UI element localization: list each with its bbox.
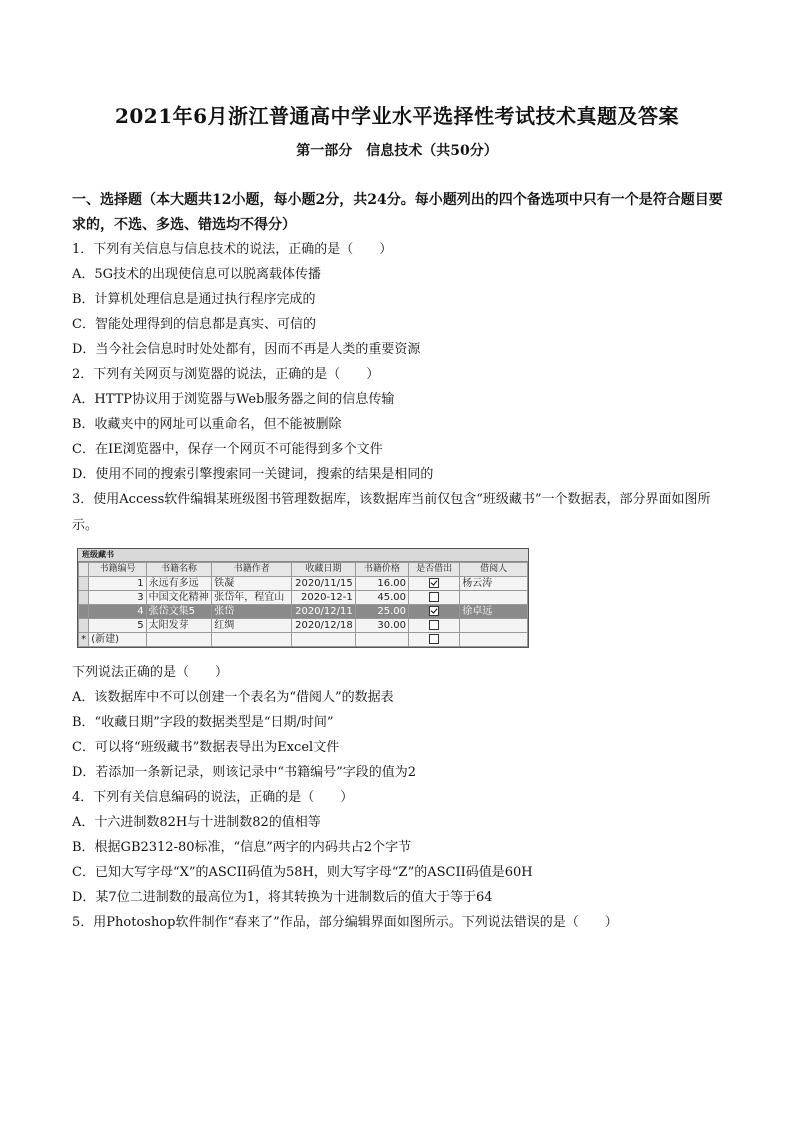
new-record-row: [79, 633, 528, 647]
cell-lent: [409, 605, 460, 619]
table-row: [79, 591, 528, 605]
table-row-selected: [79, 605, 528, 619]
cell-lent: [409, 591, 460, 605]
cell-author: 张岱年，程宜山: [212, 591, 292, 605]
question-2-option-a: A．HTTP协议用于浏览器与Web服务器之间的信息传输: [72, 392, 395, 407]
checked-checkbox-icon: [429, 606, 439, 616]
cell-date: 2020/12/18: [292, 619, 356, 633]
cell-name: 太阳发芽: [146, 619, 212, 633]
cell-author: 红绸: [212, 619, 292, 633]
question-4-option-d: D．某7位二进制数的最高位为1，将其转换为十进制数后的值大于等于64: [72, 890, 493, 905]
cell-lent: [409, 619, 460, 633]
cell-lent: [409, 577, 460, 591]
question-3-option-a: A．该数据库中不可以创建一个表名为“借阅人”的数据表: [72, 690, 394, 705]
question-1-option-c: C．智能处理得到的信息都是真实、可信的: [72, 317, 316, 332]
question-2-option-d: D．使用不同的搜索引擎搜索同一关键词，搜索的结果是相同的: [72, 467, 434, 482]
cell-borrower: [460, 619, 528, 633]
part-subtitle: 第一部分 信息技术（共50分）: [296, 143, 498, 159]
unchecked-checkbox-icon: [429, 620, 439, 630]
cell-borrower: 徐卓远: [460, 605, 528, 619]
question-3-prompt: 下列说法正确的是（ ）: [72, 665, 229, 680]
column-header: 收藏日期: [292, 563, 356, 577]
question-2-option-b: B．收藏夹中的网址可以重命名，但不能被删除: [72, 417, 342, 432]
column-header: 是否借出: [409, 563, 460, 577]
unchecked-checkbox-icon: [429, 592, 439, 602]
table-row: [79, 619, 528, 633]
column-header: 借阅人: [460, 563, 528, 577]
cell-id: 5: [89, 619, 146, 633]
row-selector: [79, 591, 89, 605]
cell-name: 中国文化精神: [146, 591, 212, 605]
new-row-star-icon: *: [79, 633, 89, 647]
section-heading: 一、选择题（本大题共12小题，每小题2分，共24分。每小题列出的四个备选项中只有一个是符合题目要求的，不选、多选、错选均不得分）: [72, 192, 723, 233]
cell-borrower: [460, 591, 528, 605]
question-4-stem: 4．下列有关信息编码的说法，正确的是（ ）: [72, 790, 354, 805]
question-1-option-b: B．计算机处理信息是通过执行程序完成的: [72, 292, 316, 307]
table-tab-title: 班级藏书: [78, 549, 528, 562]
row-selector: [79, 605, 89, 619]
question-5-stem: 5．用Photoshop软件制作“春来了”作品，部分编辑界面如图所示。下列说法错误的是（ ）: [72, 915, 618, 930]
unchecked-checkbox-icon: [429, 634, 439, 644]
access-datasheet: [78, 562, 528, 647]
cell-date: 2020-12-1: [292, 591, 356, 605]
question-3-option-c: C．可以将“班级藏书”数据表导出为Excel文件: [72, 740, 340, 755]
cell-id: 1: [89, 577, 146, 591]
cell-price: 45.00: [355, 591, 408, 605]
column-header: 书籍名称: [146, 563, 212, 577]
question-4-option-a: A．十六进制数82H与十进制数82的值相等: [72, 815, 321, 830]
column-header: 书籍价格: [355, 563, 408, 577]
header-row: [79, 563, 528, 577]
question-3-option-d: D．若添加一条新记录，则该记录中“书籍编号”字段的值为2: [72, 765, 416, 780]
question-3-stem: 3．使用Access软件编辑某班级图书管理数据库，该数据库当前仅包含“班级藏书”一个数据表，部分界面如图所示。: [72, 492, 711, 533]
question-2-option-c: C．在IE浏览器中，保存一个网页不可能得到多个文件: [72, 442, 383, 457]
question-3-option-b: B．“收藏日期”字段的数据类型是“日期/时间”: [72, 715, 334, 730]
question-1-stem: 1．下列有关信息与信息技术的说法，正确的是（ ）: [72, 242, 393, 257]
cell-price: 30.00: [355, 619, 408, 633]
cell-author: 张岱: [212, 605, 292, 619]
question-1-option-a: A．5G技术的出现使信息可以脱离载体传播: [72, 267, 322, 282]
column-header: 书籍作者: [212, 563, 292, 577]
row-selector: [79, 619, 89, 633]
cell-price: 16.00: [355, 577, 408, 591]
cell-borrower: 杨云涛: [460, 577, 528, 591]
cell-date: 2020/12/11: [292, 605, 356, 619]
cell-name: 张岱文集5: [146, 605, 212, 619]
checked-checkbox-icon: [429, 578, 439, 588]
cell-new-label: (新建): [89, 633, 146, 647]
cell-id: 4: [89, 605, 146, 619]
page-title: 2021年6月浙江普通高中学业水平选择性考试技术真题及答案: [114, 104, 680, 128]
row-selector: [79, 563, 89, 577]
question-4-option-b: B．根据GB2312-80标准，“信息”两字的内码共占2个字节: [72, 840, 412, 855]
cell-price: 25.00: [355, 605, 408, 619]
question-1-option-d: D．当今社会信息时时处处都有，因而不再是人类的重要资源: [72, 342, 421, 357]
column-header: 书籍编号: [89, 563, 146, 577]
cell-lent: [409, 633, 460, 647]
cell-id: 3: [89, 591, 146, 605]
question-4-option-c: C．已知大写字母“X”的ASCII码值为58H，则大写字母“Z”的ASCII码值是60H: [72, 865, 533, 880]
table-row: [79, 577, 528, 591]
cell-name: 永远有多远: [146, 577, 212, 591]
question-2-stem: 2．下列有关网页与浏览器的说法，正确的是（ ）: [72, 367, 380, 382]
access-table-screenshot: [77, 548, 529, 648]
cell-author: 铁凝: [212, 577, 292, 591]
cell-date: 2020/11/15: [292, 577, 356, 591]
row-selector: [79, 577, 89, 591]
